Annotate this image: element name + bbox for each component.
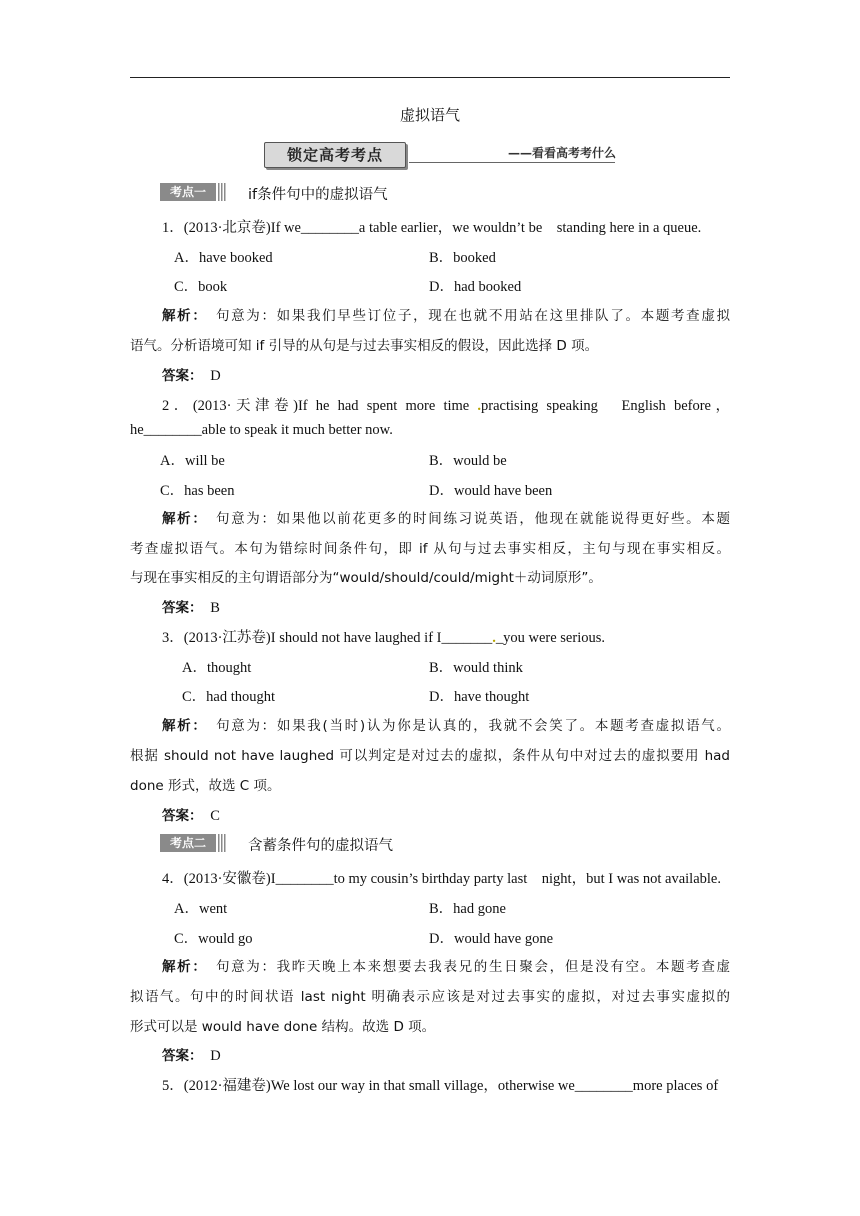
banner [264,142,616,168]
stem-part: _you were serious. [495,630,605,646]
analysis-line: 根据 should not have laughed 可以判定是对过去的虚拟，条件从句中对过去的虚拟要用 had [130,748,730,764]
option: A．will be [160,453,225,469]
analysis-line: 拟语气。句中的时间状语 last night 明确表示应该是对过去事实的虚拟，对过去事实虚拟的 [130,989,730,1005]
analysis-line [162,304,730,324]
question-stem: 4．(2013·安徽卷)I________to my cousin’s birthday party last night，but I was not available. [162,871,721,887]
option: B．booked [429,250,496,266]
analysis-label: 解析： [162,718,201,734]
option: D．would have been [429,483,553,499]
section-title: if条件句中的虚拟语气 [248,187,388,203]
answer-line [162,596,220,617]
option: C．would go [174,931,253,947]
analysis-line [162,955,730,975]
analysis-label: 解析： [162,511,201,527]
banner-subtitle: ——看看高考考什么 [507,146,616,160]
answer-label: 答案： [162,1048,196,1064]
answer-label: 答案： [162,368,196,384]
option: B．would think [429,660,523,676]
analysis-line [162,507,730,527]
option: A．went [174,901,228,917]
option: C．book [174,279,228,295]
answer-label: 答案： [162,808,196,824]
answer-value: D [210,1048,221,1064]
question-stem [162,626,605,647]
option: D．have thought [429,689,530,705]
question-stem [162,394,730,415]
question-stem: 1．(2013·北京卷)If we________a table earlier，we wouldn’t be standing here in a queue. [162,220,702,236]
top-rule [130,77,730,78]
analysis-line: 考查虚拟语气。本句为错综时间条件句，即 if 从句与过去事实相反，主句与现在事实相反。 [130,541,730,557]
answer-line [162,1044,221,1065]
analysis-line: 与现在事实相反的主句谓语部分为“would/should/could/might＋动词原形”。 [130,570,602,586]
answer-line [162,804,220,825]
option: A．thought [182,660,252,676]
option: C．had thought [182,689,276,705]
question-stem: 5．(2012·福建卷)We lost our way in that small village，otherwise we________more places of [162,1078,719,1094]
analysis-text: 句意为：如果他以前花更多的时间练习说英语，他现在就能说得更好些。本题 [215,511,731,527]
banner-divider [409,162,615,163]
tag-decoration [218,834,226,852]
analysis-text: 句意为：如果我(当时)认为你是认真的，我就不会笑了。本题考查虚拟语气。 [216,718,730,734]
banner-box [264,142,406,168]
page-title: 虚拟语气 [399,106,460,124]
stem-part: 3．(2013·江苏卷)I should not have laughed if I_______ [162,630,493,646]
answer-value: D [210,368,221,384]
stem-part: practising speaking English before， [481,398,731,414]
answer-value: B [210,600,220,616]
option: C．has been [160,483,235,499]
tag-decoration [218,183,226,201]
analysis-line: 语气。分析语境可知 if 引导的从句是与过去事实相反的假设，因此选择 D 项。 [130,338,599,354]
option: B．had gone [429,901,506,917]
option: A．have booked [174,250,273,266]
section-tag: 考点二 [160,834,216,852]
option: B．would be [429,453,507,469]
question-stem-cont: he________able to speak it much better now. [130,422,393,438]
answer-line [162,364,221,385]
highlight-mark: . [492,630,496,646]
analysis-line [162,714,730,734]
option: D．had booked [429,279,522,295]
stem-part: 2．(2013·天津卷)If he had spent more time [162,398,478,414]
section-title: 含蓄条件句的虚拟语气 [248,838,393,854]
analysis-label: 解析： [162,959,201,975]
option: D．would have gone [429,931,554,947]
analysis-label: 解析： [162,308,201,324]
analysis-text: 句意为：我昨天晚上本来想要去我表兄的生日聚会，但是没有空。本题考查虚 [215,959,731,975]
highlight-mark: . [477,398,482,414]
analysis-line: done 形式，故选 C 项。 [130,778,281,794]
answer-value: C [210,808,220,824]
banner-label: 锁定高考考点 [286,146,383,164]
analysis-text: 句意为：如果我们早些订位子，现在也就不用站在这里排队了。本题考查虚拟 [215,308,731,324]
section-tag: 考点一 [160,183,216,201]
answer-label: 答案： [162,600,196,616]
analysis-line: 形式可以是 would have done 结构。故选 D 项。 [130,1019,436,1035]
